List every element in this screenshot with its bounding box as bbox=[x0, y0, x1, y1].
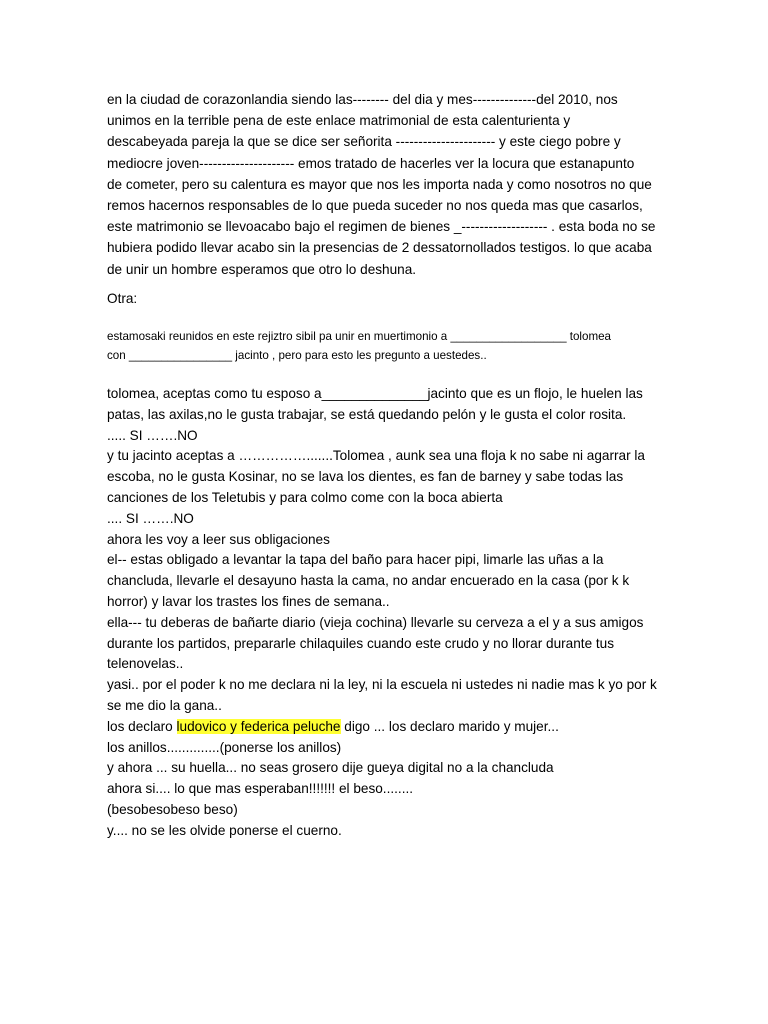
text-line: descabeyada pareja la que se dice ser señorita ---------------------- y este ciego pobre y bbox=[107, 134, 621, 150]
text-line: canciones de los Teletubis y para colmo come con la boca abierta bbox=[107, 489, 503, 505]
vows-section bbox=[107, 384, 677, 842]
text-line: ..... SI …….NO bbox=[107, 427, 198, 443]
text-line: este matrimonio se llevoacabo bajo el regimen de bienes _------------------- . esta boda no se bbox=[107, 219, 656, 235]
text-line: telenovelas.. bbox=[107, 656, 184, 672]
small-text-paragraph bbox=[107, 327, 667, 365]
text-line: (besobesobeso beso) bbox=[107, 801, 238, 817]
declaro-suffix: digo ... los declaro marido y mujer... bbox=[340, 718, 559, 734]
text-line: escoba, no le gusta Kosinar, no se lava los dientes, es fan de barney y sabe todas las bbox=[107, 469, 624, 485]
text-line: patas, las axilas,no le gusta trabajar, se está quedando pelón y le gusta el color rosita. bbox=[107, 406, 627, 422]
text-line: y tu jacinto aceptas a …………….......Tolomea , aunk sea una floja k no sabe ni agarrar la bbox=[107, 448, 645, 464]
text-line: horror) y lavar los trastes los fines de semana.. bbox=[107, 593, 390, 609]
text-line: tolomea, aceptas como tu esposo a______________jacinto que es un flojo, le huelen las bbox=[107, 386, 643, 401]
declaro-prefix: los declaro bbox=[107, 718, 177, 734]
text-line: unimos en la terrible pena de este enlace matrimonial de esta calenturienta y bbox=[107, 113, 571, 129]
text-line: en la ciudad de corazonlandia siendo las-------- del dia y mes--------------del 2010, nos bbox=[107, 92, 618, 107]
text-line: estamosaki reunidos en este rejiztro sibil pa unir en muertimonio a __________________ tolomea bbox=[107, 330, 611, 343]
text-line: el-- estas obligado a levantar la tapa del baño para hacer pipi, limarle las uñas a la bbox=[107, 552, 604, 568]
intro-paragraph bbox=[107, 89, 667, 280]
text-line: con ________________ jacinto , pero para esto les pregunto a uestedes.. bbox=[107, 349, 487, 362]
text-line: remos hacernos responsables de lo que pueda suceder no nos queda mas que casarlos, bbox=[107, 197, 643, 213]
text-line: mediocre joven--------------------- emos tratado de hacerles ver la locura que estanapunto bbox=[107, 155, 635, 171]
text-line: y ahora ... su huella... no seas grosero dije gueya digital no a la chancluda bbox=[107, 760, 554, 776]
text-line: chancluda, llevarle el desayuno hasta la cama, no andar encuerado en la casa (por k k bbox=[107, 573, 630, 589]
text-line: hubiera podido llevar acabo sin la presencias de 2 dessatornollados testigos. lo que acaba bbox=[107, 240, 652, 256]
text-line: ella--- tu deberas de bañarte diario (vieja cochina) llevarle su cerveza a el y a sus amigos bbox=[107, 614, 644, 630]
highlighted-names: ludovico y federica peluche bbox=[176, 718, 341, 734]
text-line: y.... no se les olvide ponerse el cuerno. bbox=[107, 822, 342, 838]
declaro-line bbox=[107, 717, 677, 738]
text-line: ahora si.... lo que mas esperaban!!!!!!! el beso........ bbox=[107, 781, 414, 797]
text-line: yasi.. por el poder k no me declara ni la ley, ni la escuela ni ustedes ni nadie mas k yo por k bbox=[107, 677, 657, 693]
text-line: de cometer, pero su calentura es mayor que nos les importa nada y como nosotros no que bbox=[107, 176, 652, 192]
text-line: se me dio la gana.. bbox=[107, 697, 222, 713]
text-line: durante los partidos, prepararle chilaquiles cuando este crudo y no llorar durante tus bbox=[107, 635, 615, 651]
text-line: los anillos..............(ponerse los anillos) bbox=[107, 739, 342, 755]
text-line: .... SI …….NO bbox=[107, 510, 194, 526]
text-line: ahora les voy a leer sus obligaciones bbox=[107, 531, 330, 547]
text-line: de unir un hombre esperamos que otro lo deshuna. bbox=[107, 261, 417, 277]
section-heading-otra: Otra: bbox=[107, 291, 138, 306]
